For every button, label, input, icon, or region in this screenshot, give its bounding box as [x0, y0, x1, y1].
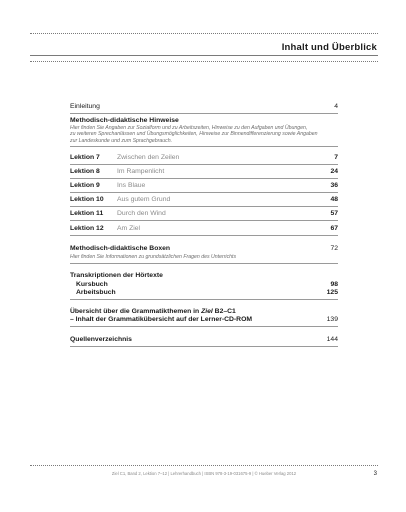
toc-hinweise-description [70, 125, 338, 144]
separator [70, 206, 338, 207]
toc-lesson[interactable] [70, 225, 338, 233]
toc-grammatik-italic: Ziel [201, 308, 213, 315]
lesson-page: 24 [330, 168, 338, 175]
toc-arbeitsbuch-page: 125 [326, 289, 338, 296]
toc-lesson[interactable] [70, 196, 338, 204]
toc-grammatik-prefix: Übersicht über die Grammatikthemen in [70, 308, 202, 315]
toc-quellen-label: Quellenverzeichnis [70, 336, 132, 343]
lesson-label: Lektion 9 [70, 182, 100, 189]
lesson-label: Lektion 8 [70, 168, 100, 175]
separator [70, 146, 338, 147]
toc-quellen-page: 144 [326, 336, 338, 343]
toc-transkriptionen[interactable] [70, 272, 338, 280]
top-dotted-rule [30, 33, 378, 34]
toc-hinweise-label: Methodisch-didaktische Hinweise [70, 117, 179, 124]
toc-einleitung-label: Einleitung [70, 103, 100, 110]
lesson-page: 7 [334, 154, 338, 161]
lesson-title: Am Ziel [117, 225, 141, 232]
toc-hinweise[interactable] [70, 117, 338, 125]
footer-text: Ziel C1, Band 2, Lektion 7–12 | Lehrerhandbuch | ISBN 978-3-19-031675-9 | © Hueber Verlag 2012 [111, 471, 297, 476]
page-number: 3 [373, 471, 377, 477]
separator [70, 263, 338, 264]
toc-arbeitsbuch[interactable] [76, 289, 338, 297]
lesson-label: Lektion 7 [70, 154, 100, 161]
separator [70, 192, 338, 193]
toc-lesson[interactable] [70, 168, 338, 176]
lesson-page: 48 [330, 196, 338, 203]
toc-grammatik-line2-text: – Inhalt der Grammatikübersicht auf der Lerner-CD-ROM [70, 316, 253, 323]
toc-quellen[interactable] [70, 336, 338, 344]
toc-kursbuch[interactable] [76, 281, 338, 289]
lesson-title: Im Rampenlicht [117, 168, 165, 175]
toc-lesson[interactable] [70, 182, 338, 190]
toc-kursbuch-label: Kursbuch [76, 281, 108, 288]
lesson-title: Aus gutem Grund [117, 196, 171, 203]
toc-boxen-description: Hier finden Sie Informationen zu grundsätzlichen Fragen des Unterrichts [70, 254, 237, 260]
lesson-label: Lektion 11 [70, 210, 104, 217]
lesson-label: Lektion 12 [70, 225, 104, 232]
toc-grammatik-line2[interactable] [70, 316, 338, 324]
page-title: Inhalt und Überblick [281, 42, 377, 53]
toc-boxen-label: Methodisch-didaktische Boxen [70, 245, 171, 252]
separator [70, 164, 338, 165]
toc-lesson[interactable] [70, 210, 338, 218]
lesson-label: Lektion 10 [70, 196, 104, 203]
lesson-page: 57 [330, 210, 338, 217]
toc-einleitung-page: 4 [334, 103, 338, 110]
separator [70, 113, 338, 114]
separator [70, 220, 338, 221]
toc-arbeitsbuch-label: Arbeitsbuch [76, 289, 116, 296]
separator [70, 346, 338, 347]
separator [70, 299, 338, 300]
separator [70, 235, 338, 236]
header-solid-rule [30, 55, 378, 56]
toc-kursbuch-page: 98 [330, 281, 338, 288]
toc-lesson[interactable] [70, 154, 338, 162]
separator [70, 326, 338, 327]
toc-transkriptionen-label: Transkriptionen der Hörtexte [70, 272, 163, 279]
lesson-title: Ins Blaue [117, 182, 146, 189]
desc-line: zur Landeskunde und zum Sprachgebrauch. [70, 137, 173, 144]
lesson-title: Zwischen den Zeilen [117, 154, 180, 161]
toc-grammatik[interactable] [70, 308, 338, 316]
toc-boxen[interactable] [70, 245, 338, 253]
toc-einleitung[interactable] [70, 103, 338, 111]
toc-boxen-page: 72 [330, 245, 338, 252]
toc-grammatik-page: 139 [326, 316, 338, 323]
desc-line: zu weiteren Sprechanlässen und Übungsmöglichkeiten, Hinweise zur Binnendifferenzierung sowie Angaben [70, 131, 318, 138]
footer-dotted-rule [30, 465, 378, 466]
lesson-page: 36 [330, 182, 338, 189]
lesson-title: Durch den Wind [117, 210, 166, 217]
toc-grammatik-suffix: B2–C1 [212, 308, 236, 315]
desc-line: Hier finden Sie Angaben zur Sozialform und zu Arbeitszeiten, Hinweise zu den Aufgaben und Übungen, [70, 125, 308, 131]
header-dotted-rule [30, 61, 378, 62]
separator [70, 178, 338, 179]
lesson-page: 67 [330, 225, 338, 232]
